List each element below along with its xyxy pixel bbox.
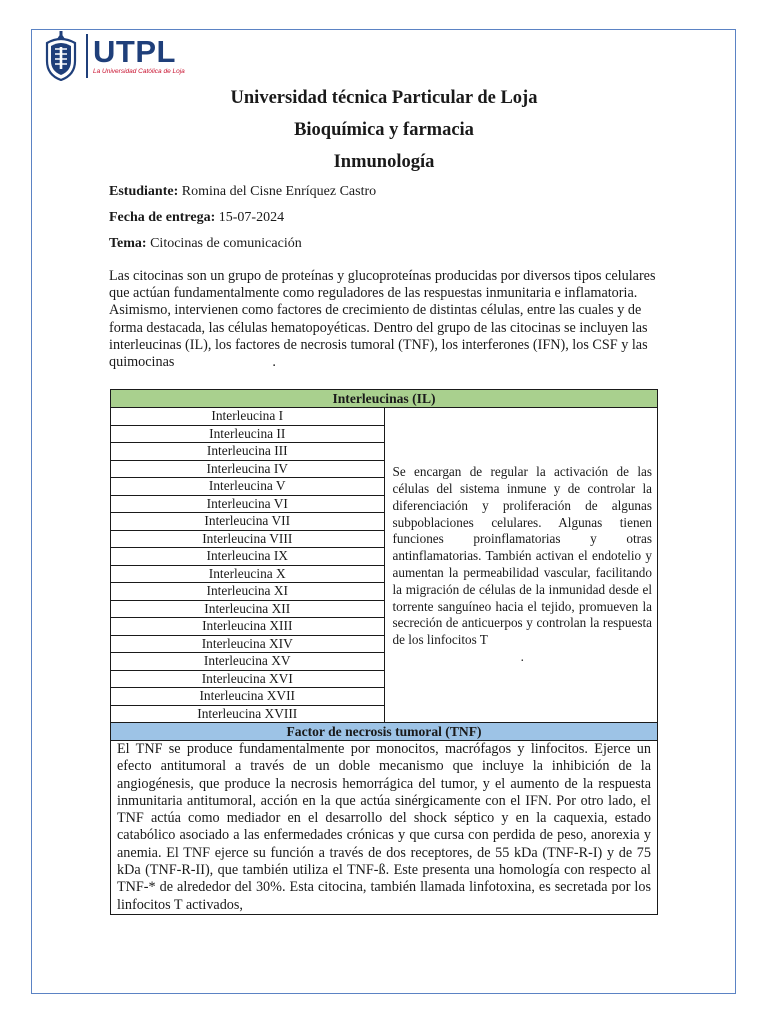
- university-seal-icon: [44, 31, 78, 81]
- intro-end-mark: .: [272, 354, 276, 371]
- il-description: Se encargan de regular la activación de las células del sistema inmune y de controlar la diferenciación y proliferación de algunas subpoblaciones celulares. Algunas tienen funciones proinflamatorias y otras antinflamatorias. También activan el endotelio y aumentan la permeabilidad vascular, facilitando la migración de células de la inmunidad desde el torrente sanguíneo hacia el tejido, promueven la secreción de anticuerpos y controlan la respuesta de los linfocitos T: [392, 464, 652, 648]
- il-row: [111, 688, 384, 706]
- topic-label: Tema:: [109, 236, 147, 251]
- il-item: Interleucina V: [111, 478, 384, 496]
- il-item: Interleucina XI: [111, 583, 384, 601]
- il-item: Interleucina XIV: [111, 635, 384, 653]
- university-logo: [44, 30, 185, 82]
- il-item: Interleucina XVIII: [197, 705, 298, 721]
- il-row: [111, 460, 384, 478]
- il-item: Interleucina XVII: [111, 688, 384, 706]
- il-header: Interleucinas (IL): [111, 390, 658, 408]
- il-item: Interleucina XV: [111, 653, 384, 671]
- logo-wordmark: UTPL: [93, 34, 176, 69]
- il-item: Interleucina IX: [111, 548, 384, 566]
- il-row: [111, 408, 384, 425]
- il-row: [111, 443, 384, 461]
- il-item: Interleucina VIII: [111, 530, 384, 548]
- il-item: Interleucina IV: [111, 460, 384, 478]
- topic-line: [109, 235, 302, 253]
- student-line: [109, 183, 376, 201]
- il-row: [111, 513, 384, 531]
- date-label: Fecha de entrega:: [109, 210, 216, 225]
- il-item: Interleucina I: [111, 408, 384, 425]
- il-item: Interleucina XII: [111, 600, 384, 618]
- il-item: Interleucina VII: [111, 513, 384, 531]
- cytokine-table: [110, 389, 658, 915]
- il-row: [111, 618, 384, 636]
- il-item: Interleucina II: [111, 425, 384, 443]
- logo-tagline: La Universidad Católica de Loja: [93, 68, 185, 75]
- il-row: [111, 478, 384, 496]
- il-row: [111, 548, 384, 566]
- il-item: Interleucina III: [111, 443, 384, 461]
- student-label: Estudiante:: [109, 184, 179, 199]
- il-item: Interleucina XVI: [111, 670, 384, 688]
- subject-title: Inmunología: [333, 152, 435, 172]
- topic-value: Citocinas de comunicación: [150, 236, 302, 251]
- il-item: Interleucina XIII: [111, 618, 384, 636]
- il-row: [111, 635, 384, 653]
- career-title: Bioquímica y farmacia: [294, 120, 474, 140]
- il-row: [111, 670, 384, 688]
- il-item: Interleucina X: [111, 565, 384, 583]
- student-value: Romina del Cisne Enríquez Castro: [181, 184, 377, 199]
- il-list: [111, 408, 384, 722]
- il-row: [111, 565, 384, 583]
- logo-divider: [86, 34, 88, 78]
- il-description-cell: [384, 408, 658, 723]
- il-row: [111, 705, 384, 722]
- il-row: [111, 653, 384, 671]
- date-line: [109, 209, 284, 227]
- tnf-header: Factor de necrosis tumoral (TNF): [111, 723, 658, 741]
- il-list-cell: [111, 408, 385, 723]
- il-description-end: .: [520, 648, 524, 664]
- tnf-text: El TNF se produce fundamentalmente por monocitos, macrófagos y linfocitos. Ejerce un efecto antitumoral a través de un doble mecanismo que incluye la inhibición de la angiogénesis, que produce la necrosis hemorrágica del tumor, y el aumento de la respuesta inmunitaria antitumoral, acción en la que actúa sinérgicamente con el IFN. Por otro lado, el TNF actúa como mediador en el desarrollo del shock séptico y en la caquexia, estado catabólico asociado a las enfermedades crónicas y que cursa con perdida de peso, anorexia y anemia. El TNF ejerce su función a través de dos receptores, de 55 kDa (TNF-R-I) y de 75 kDa (TNF-R-II), que también utiliza el TNF-ß. Este presenta una homología con respecto al TNF-* de alrededor del 30%. Esta citocina, también llamada linfotoxina, es secretada por los linfocitos T activados,: [111, 741, 658, 915]
- il-row: [111, 583, 384, 601]
- date-value: 15-07-2024: [218, 210, 285, 225]
- intro-text: Las citocinas son un grupo de proteínas y glucoproteínas producidas por diversos tipos celulares que actúan fundamentalmente como reguladores de las respuestas inmunitaria e inflamatoria. Asimismo, intervienen como factores de crecimiento de distintas células, entre las cuales y de forma destacada, las células hematopoyéticas. Dentro del grupo de las citocinas se incluyen las interleucinas (IL), los factores de necrosis tumoral (TNF), los interferones (IFN), los CSF y las quimocinas: [109, 268, 656, 371]
- university-title: Universidad técnica Particular de Loja: [230, 88, 538, 108]
- intro-paragraph: [109, 268, 657, 371]
- il-row: [111, 425, 384, 443]
- il-row: [111, 530, 384, 548]
- il-row: [111, 600, 384, 618]
- il-row: [111, 495, 384, 513]
- il-item: Interleucina VI: [111, 495, 384, 513]
